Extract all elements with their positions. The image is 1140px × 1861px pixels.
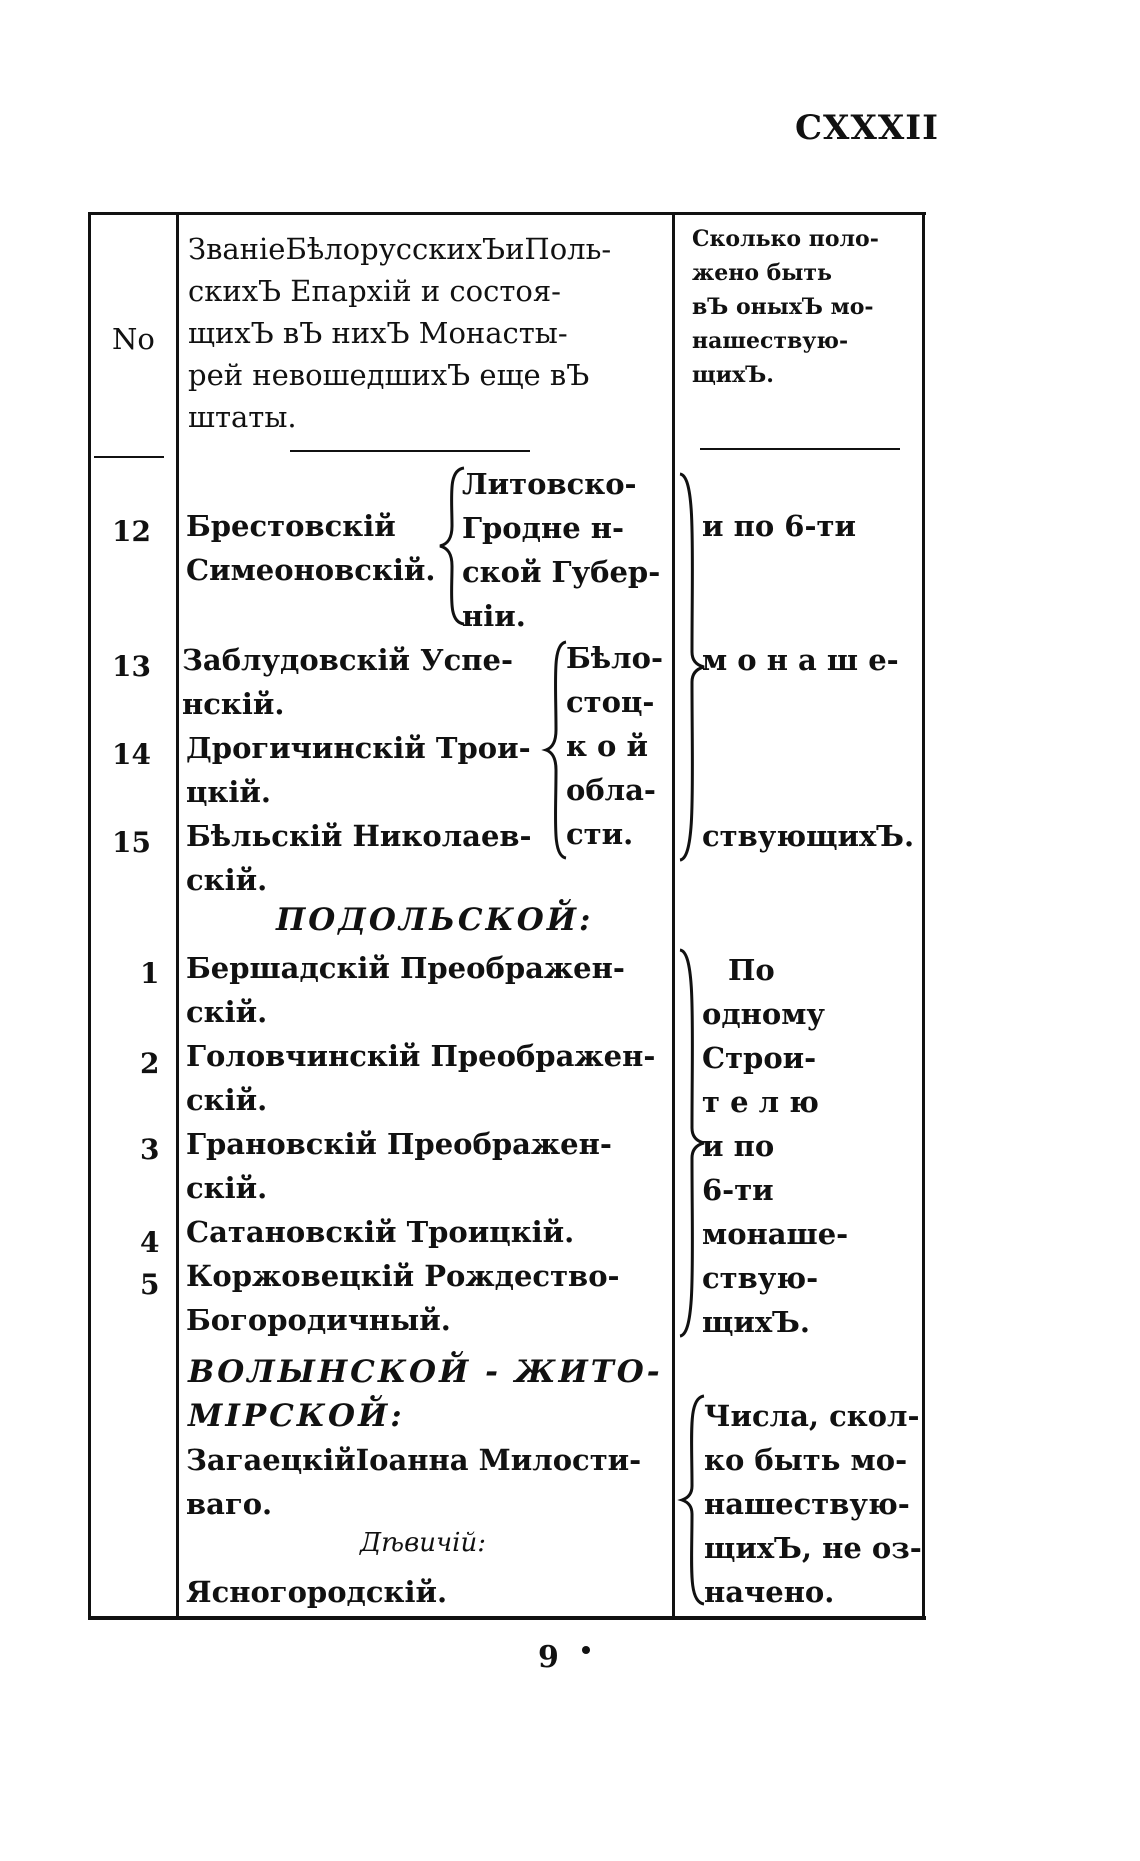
- name-line: ЗагаецкiйIоанна Милости-: [186, 1443, 642, 1477]
- name-line: ваго.: [186, 1487, 273, 1521]
- signature-dot: [582, 1646, 590, 1654]
- row-number: 1: [140, 957, 160, 990]
- count-podolsk: [702, 948, 848, 1344]
- monastery-name: [186, 1210, 574, 1254]
- table-right-border: [922, 212, 925, 1620]
- count-line: По: [728, 953, 775, 987]
- left-brace: [544, 640, 568, 860]
- header-line: штаты.: [188, 400, 297, 434]
- section-heading-volyn: [188, 1350, 663, 1438]
- count-line: и по: [702, 1129, 775, 1163]
- region-litovsko-grodno: [462, 462, 660, 638]
- count-text: м о н а ш е-: [702, 643, 899, 677]
- row-number: 5: [140, 1268, 160, 1301]
- count-line: ко быть мо-: [704, 1443, 908, 1477]
- header-underline-right: [700, 448, 900, 450]
- name-line: скiй.: [186, 995, 268, 1029]
- count-line: монаше-: [702, 1217, 849, 1251]
- name-line: Грановскiй Преображен-: [186, 1127, 612, 1161]
- name-line: Ясногородскiй.: [186, 1575, 448, 1609]
- monastery-name: [182, 638, 513, 726]
- header-underline-mid: [290, 450, 530, 452]
- table-top-rule: [88, 212, 926, 215]
- column-header-count: [692, 222, 879, 392]
- table-left-border: [88, 212, 91, 1620]
- region-line: стоц-: [566, 685, 655, 719]
- row-number: 15: [112, 826, 151, 859]
- region-line: Литовско-: [462, 467, 637, 501]
- header-line: щихЪ вЪ нихЪ Монасты-: [188, 316, 568, 350]
- region-line: ской Губер-: [462, 555, 661, 589]
- count-volyn: [704, 1394, 922, 1614]
- header-line: скихЪ Епархiй и состоя-: [188, 274, 561, 308]
- monastery-name: [186, 1438, 641, 1526]
- header-line: Сколько поло-: [692, 226, 879, 252]
- count-text: и по 6-ти: [702, 509, 856, 543]
- header-underline-left: [94, 456, 164, 458]
- signature-mark: 9: [538, 1640, 559, 1675]
- region-line: Бѣло-: [566, 641, 663, 675]
- count-line: нашествую-: [704, 1487, 910, 1521]
- monastery-name: [186, 946, 625, 1034]
- name-line: Бѣльскiй Николаев-: [186, 819, 532, 853]
- subheading-devichiy: Дѣвичiй:: [360, 1528, 486, 1558]
- region-line: сти.: [566, 817, 634, 851]
- name-line: Бершадскiй Преображен-: [186, 951, 625, 985]
- monastery-name: [186, 1570, 447, 1614]
- header-line: нашествую-: [692, 328, 849, 354]
- region-line: к о й: [566, 729, 648, 763]
- column-divider-2: [672, 212, 675, 1620]
- row-number: 13: [112, 650, 151, 683]
- count-line: Числа, скол-: [704, 1399, 920, 1433]
- monastery-name: [186, 1034, 655, 1122]
- column-divider-1: [176, 212, 179, 1620]
- header-line: щихЪ.: [692, 362, 774, 388]
- row-number: 14: [112, 738, 151, 771]
- column-header-no: No: [112, 322, 155, 356]
- count-line: одному: [702, 997, 825, 1031]
- count-line: щихЪ, не оз-: [704, 1531, 922, 1565]
- section-line: МIРСКОЙ:: [188, 1398, 405, 1434]
- name-line: Богородичный.: [186, 1303, 451, 1337]
- header-line: жено быть: [692, 260, 832, 286]
- count-line: 6-ти: [702, 1173, 774, 1207]
- region-line: нiи.: [462, 599, 526, 633]
- monastery-name: [186, 1254, 620, 1342]
- region-line: Гродне н-: [462, 511, 625, 545]
- name-line: цкiй.: [186, 775, 271, 809]
- row-number: 2: [140, 1047, 160, 1080]
- header-line: вЪ оныхЪ мо-: [692, 294, 874, 320]
- row-number: 4: [140, 1226, 160, 1259]
- count-text: ствующихЪ.: [702, 819, 915, 853]
- column-header-name: [188, 228, 611, 438]
- header-line: ЗванiеБѣлорусскихЪиПоль-: [188, 232, 612, 266]
- name-line: Коржовецкiй Рождество-: [186, 1259, 620, 1293]
- section-line: ВОЛЫНСКОЙ - ЖИТО-: [188, 1354, 663, 1390]
- name-line: Брестовскiй: [186, 509, 396, 543]
- section-heading-podolsk: ПОДОЛЬСКОЙ:: [276, 902, 594, 938]
- name-line: Сатановскiй Троицкiй.: [186, 1215, 575, 1249]
- monastery-name: [186, 814, 532, 902]
- table-bottom-rule: [88, 1616, 926, 1620]
- row-number: 12: [112, 515, 151, 548]
- count-line: начено.: [704, 1575, 835, 1609]
- monastery-name: [186, 504, 436, 592]
- header-line: рей невошедшихЪ еще вЪ: [188, 358, 590, 392]
- name-line: скiй.: [186, 1171, 268, 1205]
- name-line: Заблудовскiй Успе-: [182, 643, 514, 677]
- monastery-name: [186, 726, 531, 814]
- name-line: скiй.: [186, 863, 268, 897]
- row-number: 3: [140, 1133, 160, 1166]
- page-number-roman: CXXXII: [795, 108, 940, 148]
- name-line: Дрогичинскiй Трои-: [186, 731, 531, 765]
- region-line: обла-: [566, 773, 656, 807]
- count-line: Строи-: [702, 1041, 817, 1075]
- name-line: нскiй.: [182, 687, 285, 721]
- monastery-name: [186, 1122, 612, 1210]
- count-line: т е л ю: [702, 1085, 819, 1119]
- name-line: Головчинскiй Преображен-: [186, 1039, 656, 1073]
- count-line: щихЪ.: [702, 1305, 811, 1339]
- count-line: ствую-: [702, 1261, 819, 1295]
- name-line: скiй.: [186, 1083, 268, 1117]
- region-belostok: [566, 636, 663, 856]
- name-line: Симеоновскiй.: [186, 553, 436, 587]
